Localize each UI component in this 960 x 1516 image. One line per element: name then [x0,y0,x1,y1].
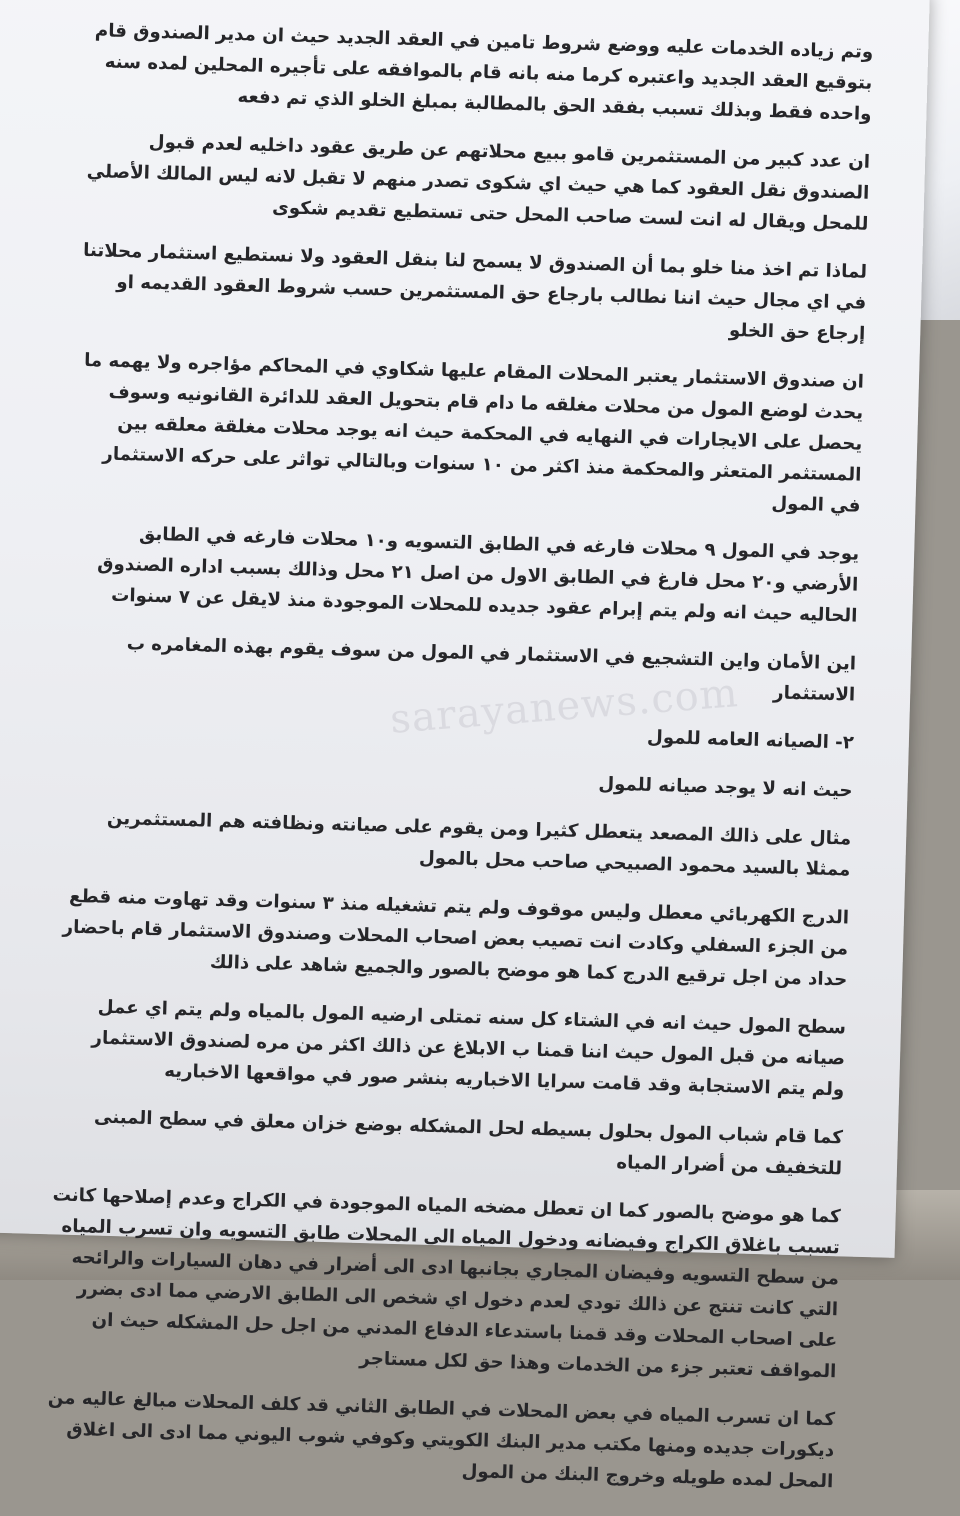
paragraph-1: وتم زياده الخدمات عليه ووضع شروط تامين في العقد الجديد حيث ان مدير الصندوق قام بتوقيع العقد الجديد واعتبره كرما منه بانه قام بالموافقه على تأجيره المحلين لمده سنه واحده فقط وبذلك تسبب بفقد الحق بالمطالبة بمبلغ الخلو الذي تم دفعه [94,20,874,125]
paragraph-10: الدرج الكهربائي معطل وليس موقوف ولم يتم تشغيله منذ ٣ سنوات وقد تهاوت منه قطع من الجزء السفلي وكادت انت تصيب بعض اصحاب المحلات وصندوق الاستثمار قام باحضار حداد من اجل ترقيع الدرج كما هو موضح بالصور والجميع شاهد على ذالك [62,885,850,991]
paragraph-13: كما هو موضح بالصور كما ان تعطل مضخه المياه الموجودة في الكراج وعدم إصلاحها كانت تسبب باغلاق الكراج وفيضانه ودخول المياه الى المحلات طابق التسويه وان تسرب المياه من سطح التسويه وفيضان المجاري بجانبها ادى الى أضرار في دهان السيارات والرائحه التي كانت تنتج عن ذالك تودي لعدم دخول اي شخص الى الطابق الارضي مما ادى بضرر على اصحاب المحلات وقد قمنا باستدعاء الدفاع المدني من اجل حل المشكله حيث ان المواقف تعتبر جزء من الخدمات وهذا حق لكل مستاجر [52,1184,841,1383]
section-heading: ٢- الصيانه العامه للمول [646,726,855,754]
document-body [43,15,874,1514]
paragraph-6: اين الأمان واين التشجيع في الاستثمار في المول من سوف يقوم بهذه المغامره ب الاستثمار [126,633,857,706]
paragraph-3: لماذا تم اخذ منا خلو بما أن الصندوق لا يسمح لنا بنقل العقود ولا نستطيع استثمار محلاتنا في اي مجال حيث اننا نطالب بارجاع حق المستثمرين حسب شروط العقود القديمه او إرجاع حق الخلو [82,239,868,345]
paragraph-8: حيث انه لا يوجد صيانه للمول [598,773,853,802]
paragraph-5: يوجد في المول ٩ محلات فارغه في الطابق التسويه و١٠ محلات فارغه في الطابق الأرضي و٢٠ محل فارغ في الطابق الاول من اصل ٢١ محل وذالك بسبب اداره الصندوق الحاليه حيث انه ولم يتم إبرام عقود جديده للمحلات الموجودة منذ لايقل عن ٧ سنوات [97,523,860,627]
paragraph-14: كما ان تسرب المياه في بعض المحلات في الطابق الثاني قد كلف المحلات مبالغ عاليه من ديكورات جديده ومنها مكتب مدير البنك الكويتي وكوفي شوب اليوني مما ادى الى اغلاق المحل لمده طويله وخروج البنك من المول [47,1387,836,1493]
watermark: sarayanews.com [388,670,741,743]
paragraph-4: ان صندوق الاستثمار يعتبر المحلات المقام عليها شكاوي في المحاكم مؤاجره ولا يهمه ما يحدث لوضع المول من محلات مغلقه ما دام قام بتحويل العقد للدائرة القانونيه وسوف يحصل على الايجارات في النهايه في المحكمة حيث انه يوجد محلات مغلقة معلقه بين المستثمر المتعثر والمحكمة منذ اكثر من ١٠ سنوات وبالتالي تواثر على حركه الاستثمار في المول [83,349,865,517]
paragraph-12: كما قام شباب المول بحلول بسيطه لحل المشكله بوضع خزان معلق في سطح المبنى للتخفيف من أضرار المياه [93,1106,844,1180]
paragraph-11: سطح المول حيث انه في الشتاء كل سنه تمتلى ارضيه المول بالمياه ولم يتم اي عمل صيانه من قبل المول حيث اننا قمنا ب الابلاغ عن ذالك اكثر من مره لصندوق الاستثمار ولم يتم الاستجابة وقد قامت سرايا الاخباريه بنشر صور في مواقعها الاخباريه [91,996,847,1101]
paragraph-9: مثال على ذالك المصعد يتعطل كثيرا ومن يقوم على صيانته ونظافته هم المستثمرين ممثلا بالسيد محمود الصبيحي صاحب محل بالمول [106,807,852,881]
paragraph-2: ان عدد كبير من المستثمرين قامو ببيع محلاتهم عن طريق عقود داخليه لعدم قبول الصندوق نقل العقود كما هي حيث اي شكوى تصدر منهم لا تقبل لانه ليس المالك الأصلي للمحل ويقال له انت لست صاحب المحل حتى تستطيع تقديم شكوى [86,131,871,235]
